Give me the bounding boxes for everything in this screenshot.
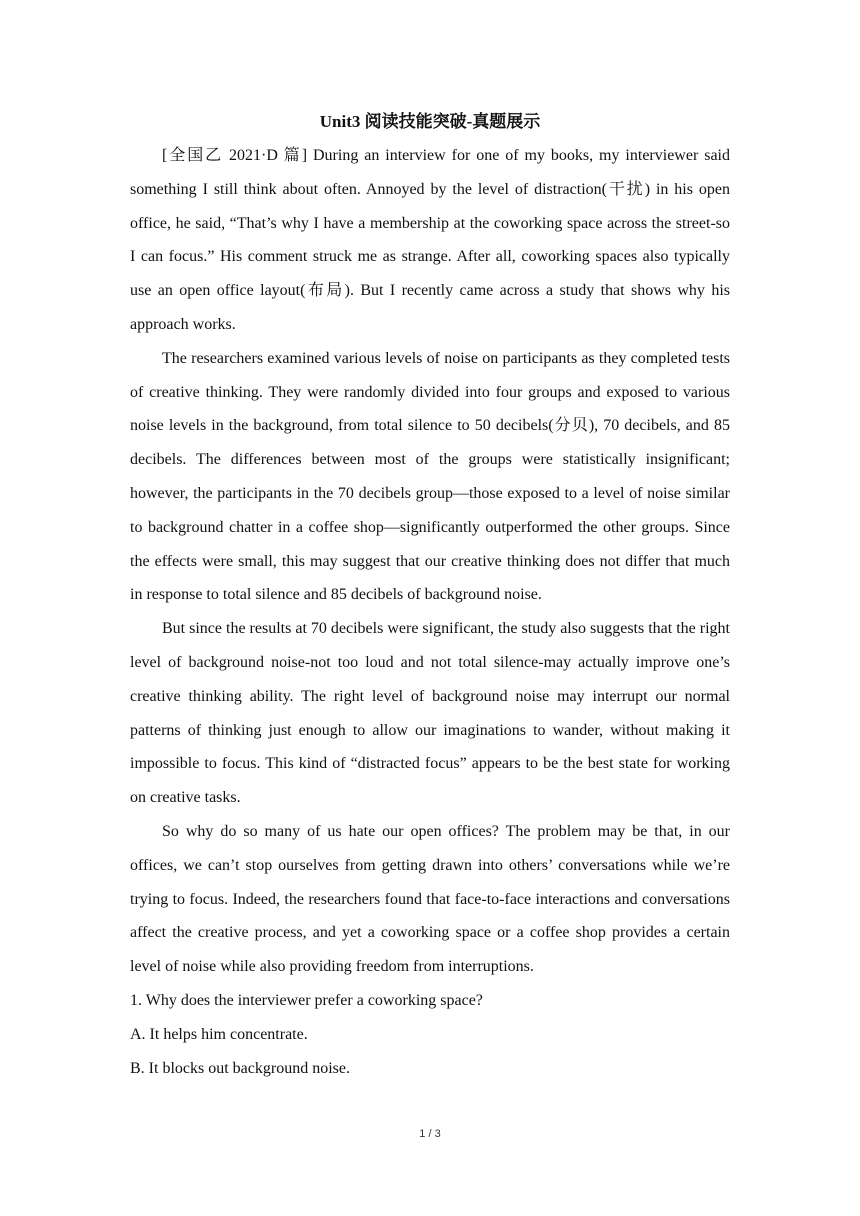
document-body bbox=[130, 139, 730, 1085]
paragraph-3: But since the results at 70 decibels were significant, the study also suggests that the right level of background noise-not too loud and not total silence-may actually improve one’s creative thinking ability. The right level of background noise may interrupt our normal patterns of thinking just enough to allow our imaginations to wander, without making it impossible to focus. This kind of “distracted focus” appears to be the best state for working on creative tasks. bbox=[130, 620, 730, 807]
option-b: B. It blocks out background noise. bbox=[130, 1059, 350, 1077]
option-a: A. It helps him concentrate. bbox=[130, 1025, 308, 1043]
paragraph-2: The researchers examined various levels of noise on participants as they completed tests of creative thinking. They were randomly divided into four groups and exposed to various noise levels in the background, from total silence to 50 decibels(分贝), 70 decibels, and 85 decibels. The differences between most of the groups were statistically insignificant; however, the participants in the 70 decibels group—those exposed to a level of noise similar to background chatter in a coffee shop—significantly outperformed the other groups. Since the effects were small, this may suggest that our creative thinking does not differ that much in response to total silence and 85 decibels of background noise. bbox=[130, 349, 730, 604]
paragraph-4: So why do so many of us hate our open offices? The problem may be that, in our offices, we can’t stop ourselves from getting drawn into others’ conversations while we’re trying to focus. Indeed, the researchers found that face-to-face interactions and conversations affect the creative process, and yet a coworking space or a coffee shop provides a certain level of noise while also providing freedom from interruptions. bbox=[130, 822, 730, 976]
page-number: 1 / 3 bbox=[419, 1128, 441, 1140]
paragraph-1: [全国乙 2021·D 篇] During an interview for one of my books, my interviewer said something I still think about often. Annoyed by the level of distraction(干扰) in his open office, he said, “That’s why I have a membership at the coworking space across the street-so I can focus.” His comment struck me as strange. After all, coworking spaces also typically use an open office layout(布局). But I recently came across a study that shows why his approach works. bbox=[130, 147, 730, 333]
question-1: 1. Why does the interviewer prefer a coworking space? bbox=[130, 991, 483, 1009]
page-title: Unit3 阅读技能突破-真题展示 bbox=[319, 112, 541, 131]
